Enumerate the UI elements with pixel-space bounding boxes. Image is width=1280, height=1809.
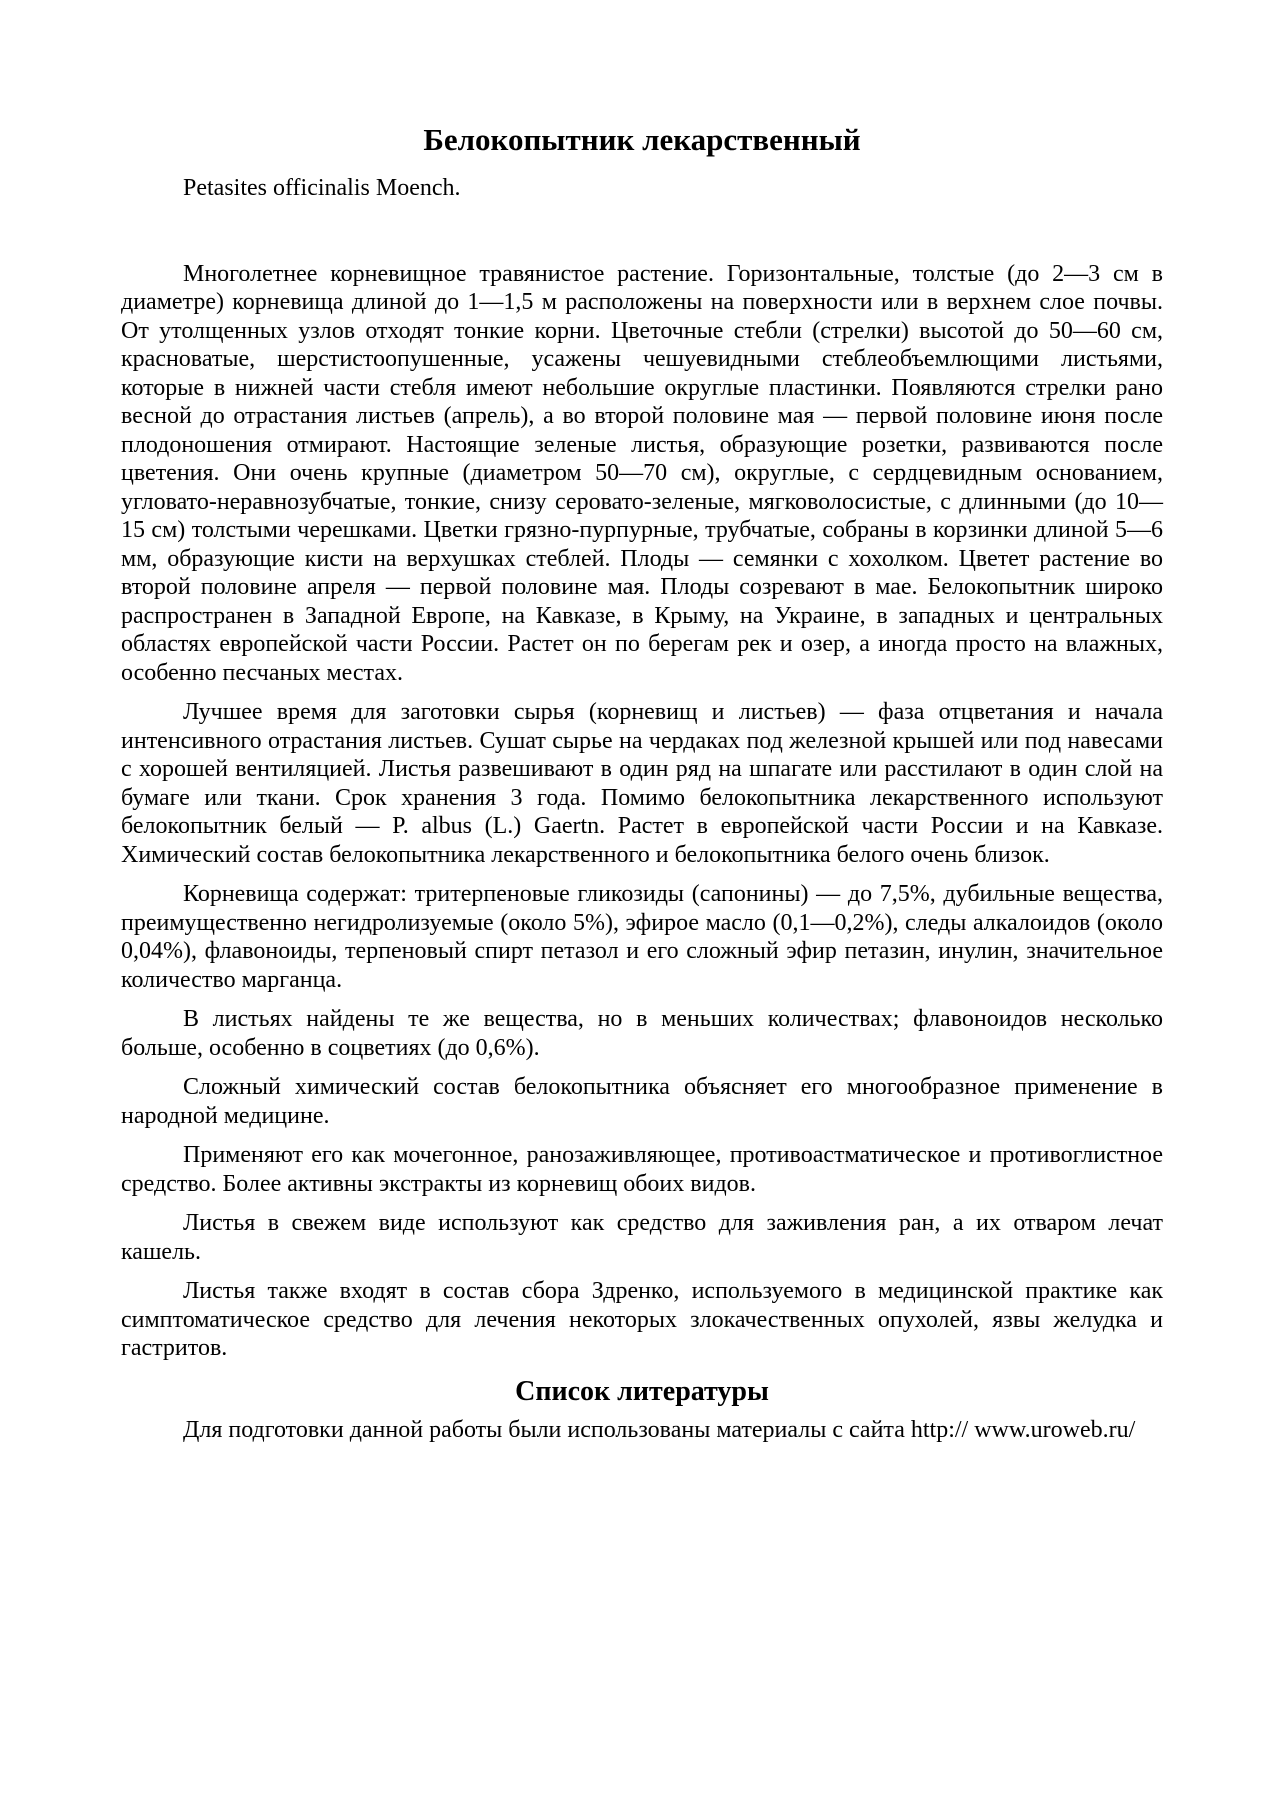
- paragraph-fresh-leaves: Листья в свежем виде используют как средство для заживления ран, а их отваром лечат кашель.: [121, 1210, 1163, 1265]
- references-text: Для подготовки данной работы были использованы материалы с сайта http:// www.uroweb.ru/: [183, 1416, 1136, 1443]
- paragraph-harvesting: Лучшее время для заготовки сырья (корневищ и листьев) — фаза отцветания и начала интенсивного отрастания листьев. Сушат сырье на чердаках под железной крышей или под навесами с хорошей вентиляцией. Листья развешивают в один ряд на шпагате или расстилают в один слой на бумаге или ткани. Срок хранения 3 года. Помимо белокопытника лекарственного используют белокопытник белый — P. albus (L.) Gaertn. Растет в европейской части России и на Кавказе. Химический состав белокопытника лекарственного и белокопытника белого очень близок.: [121, 699, 1163, 868]
- paragraph-description: Многолетнее корневищное травянистое растение. Горизонтальные, толстые (до 2—3 см в диаметре) корневища длиной до 1—1,5 м расположены на поверхности или в верхнем слое почвы. От утолщенных узлов отходят тонкие корни. Цветочные стебли (стрелки) высотой до 50—60 см, красноватые, шерстистоопушенные, усажены чешуевидными стеблеобъемлющими листьями, которые в нижней части стебля имеют небольшие округлые пластинки. Появляются стрелки рано весной до отрастания листьев (апрель), а во второй половине мая — первой половине июня после плодоношения отмирают. Настоящие зеленые листья, образующие розетки, развиваются после цветения. Они очень крупные (диаметром 50—70 см), округлые, с сердцевидным основанием, угловато-неравнозубчатые, тонкие, снизу серовато-зеленые, мягковолосистые, с длинными (до 10—15 см) толстыми черешками. Цветки грязно-пурпурные, трубчатые, собраны в корзинки длиной 5—6 мм, образующие кисти на верхушках стеблей. Плоды — семянки с хохолком. Цветет растение во второй половине апреля — первой половине мая. Плоды созревают в мае. Белокопытник широко распространен в Западной Европе, на Кавказе, в Крыму, на Украине, в западных и центральных областях европейской части России. Растет он по берегам рек и озер, а иногда просто на влажных, особенно песчаных местах.: [121, 260, 1163, 686]
- paragraph-zdrenko: Листья также входят в состав сбора Здренко, используемого в медицинской практике как симптоматическое средство для лечения некоторых злокачественных опухолей, язвы желудка и гастритов.: [121, 1278, 1163, 1361]
- document-title: Белокопытник лекарственный: [423, 122, 861, 157]
- paragraph-folk-medicine: Сложный химический состав белокопытника объясняет его многообразное применение в народной медицине.: [121, 1074, 1163, 1129]
- latin-name: Petasites officinalis Moench.: [183, 175, 461, 201]
- document-page: [121, 120, 1163, 1455]
- paragraph-usage: Применяют его как мочегонное, ранозаживляющее, противоастматическое и противоглистное средство. Более активны экстракты из корневищ обоих видов.: [121, 1142, 1163, 1197]
- paragraph-rhizome-composition: Корневища содержат: тритерпеновые гликозиды (сапонины) — до 7,5%, дубильные вещества, преимущественно негидролизуемые (около 5%), эфирое масло (0,1—0,2%), следы алкалоидов (около 0,04%), флавоноиды, терпеновый спирт петазол и его сложный эфир петазин, инулин, значительное количество марганца.: [121, 881, 1163, 993]
- references-heading: Список литературы: [515, 1375, 769, 1407]
- paragraph-leaf-composition: В листьях найдены те же вещества, но в меньших количествах; флавоноидов несколько больше, особенно в соцветиях (до 0,6%).: [121, 1006, 1163, 1061]
